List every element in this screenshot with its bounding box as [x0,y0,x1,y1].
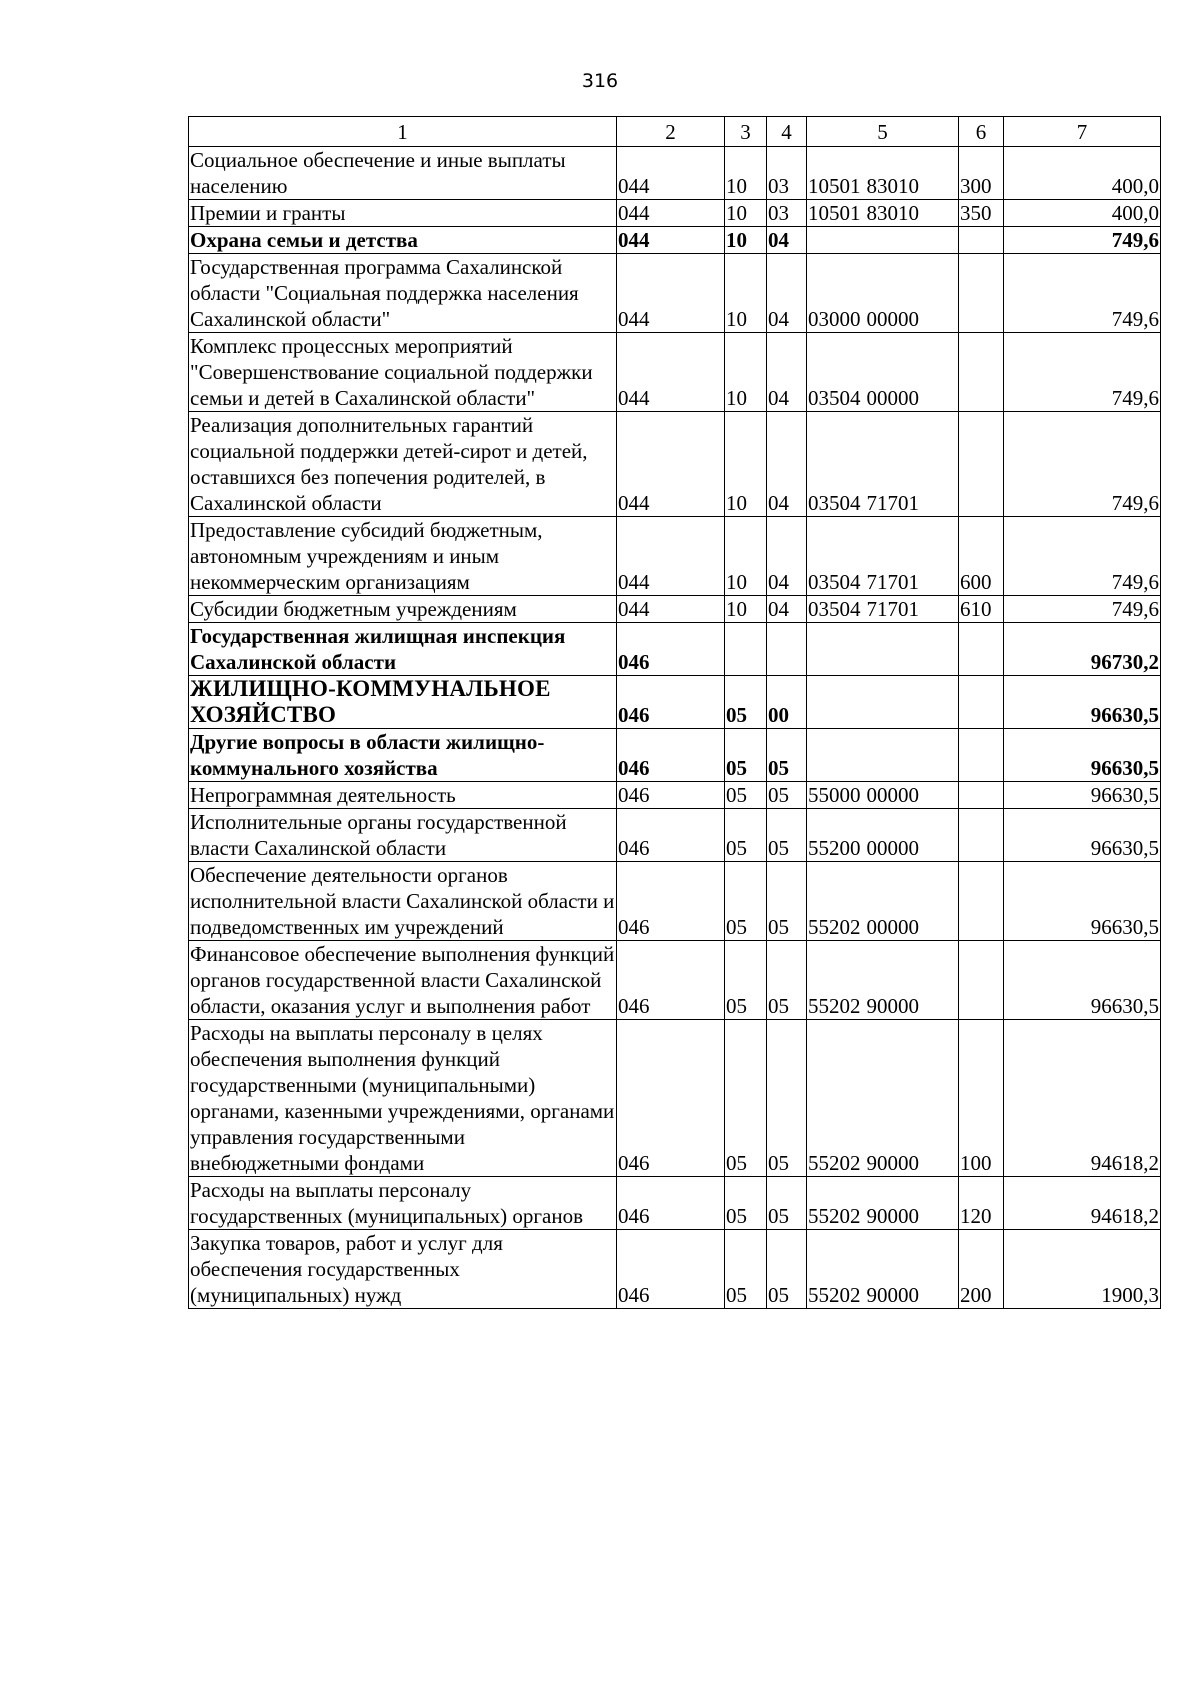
row-subsection-code [767,623,807,676]
target-code-part-2: 90000 [866,1151,919,1175]
target-code-part-2: 90000 [866,994,919,1018]
row-subsection-code: 03 [767,200,807,227]
budget-table [188,116,1161,1309]
row-amount: 749,6 [1004,254,1161,333]
row-expense-type [959,254,1004,333]
table-row [189,1020,1161,1177]
row-target-code [807,1020,959,1177]
row-name: Обеспечение деятельности органов исполнительной власти Сахалинской области и подведомственных им учреждений [189,862,617,941]
row-section-code: 05 [725,1177,767,1230]
row-ministry-code: 046 [617,676,725,729]
row-target-code [807,227,959,254]
col-header-4: 4 [767,117,807,147]
row-subsection-code: 04 [767,333,807,412]
row-amount: 749,6 [1004,333,1161,412]
page-number: 316 [581,70,619,92]
row-amount: 749,6 [1004,412,1161,517]
row-ministry-code: 046 [617,623,725,676]
row-section-code: 10 [725,147,767,200]
target-code-part-1: 55202 [808,994,861,1018]
row-name: Расходы на выплаты персоналу государственных (муниципальных) органов [189,1177,617,1230]
target-code-part-2: 71701 [866,491,919,515]
row-target-code [807,333,959,412]
row-name: Премии и гранты [189,200,617,227]
col-header-7: 7 [1004,117,1161,147]
row-section-code: 05 [725,941,767,1020]
row-target-code [807,517,959,596]
table-row [189,1177,1161,1230]
target-code-part-1: 55202 [808,1151,861,1175]
row-section-code: 10 [725,227,767,254]
row-ministry-code: 046 [617,941,725,1020]
row-subsection-code: 05 [767,1177,807,1230]
row-subsection-code: 04 [767,227,807,254]
row-subsection-code: 04 [767,517,807,596]
row-ministry-code: 044 [617,517,725,596]
row-ministry-code: 044 [617,147,725,200]
target-code-part-1: 10501 [808,174,861,198]
row-target-code [807,623,959,676]
row-amount: 96630,5 [1004,782,1161,809]
row-section-code: 05 [725,1230,767,1309]
target-code-part-2: 90000 [866,1283,919,1307]
row-amount: 96630,5 [1004,729,1161,782]
row-target-code [807,412,959,517]
row-subsection-code: 05 [767,729,807,782]
row-expense-type: 610 [959,596,1004,623]
target-code-part-1: 03504 [808,491,861,515]
row-name: Финансовое обеспечение выполнения функций органов государственной власти Сахалинской области, оказания услуг и выполнения работ [189,941,617,1020]
row-ministry-code: 046 [617,1230,725,1309]
row-name: Закупка товаров, работ и услуг для обеспечения государственных (муниципальных) нужд [189,1230,617,1309]
table-row [189,676,1161,729]
row-subsection-code: 04 [767,596,807,623]
row-subsection-code: 00 [767,676,807,729]
target-code-part-1: 55202 [808,1204,861,1228]
row-expense-type: 200 [959,1230,1004,1309]
target-code-part-1: 55000 [808,783,861,807]
row-name: ЖИЛИЩНО-КОММУНАЛЬНОЕ ХОЗЯЙСТВО [189,676,617,729]
row-target-code [807,1177,959,1230]
row-target-code [807,729,959,782]
row-ministry-code: 046 [617,1177,725,1230]
row-subsection-code: 05 [767,1020,807,1177]
table-row [189,809,1161,862]
row-section-code: 05 [725,729,767,782]
target-code-part-2: 00000 [866,783,919,807]
row-amount: 94618,2 [1004,1177,1161,1230]
row-name: Охрана семьи и детства [189,227,617,254]
row-name: Социальное обеспечение и иные выплаты населению [189,147,617,200]
row-expense-type [959,941,1004,1020]
target-code-part-1: 55200 [808,836,861,860]
row-expense-type [959,809,1004,862]
target-code-part-1: 03504 [808,570,861,594]
row-section-code: 10 [725,517,767,596]
row-ministry-code: 044 [617,596,725,623]
row-expense-type: 600 [959,517,1004,596]
row-ministry-code: 044 [617,333,725,412]
target-code-part-2: 00000 [866,386,919,410]
table-row [189,227,1161,254]
row-expense-type [959,333,1004,412]
target-code-part-1: 55202 [808,1283,861,1307]
row-ministry-code: 044 [617,254,725,333]
row-name: Государственная программа Сахалинской области "Социальная поддержка населения Сахалинской области" [189,254,617,333]
row-target-code [807,147,959,200]
row-name: Исполнительные органы государственной власти Сахалинской области [189,809,617,862]
row-subsection-code: 05 [767,862,807,941]
table-row [189,333,1161,412]
row-amount: 1900,3 [1004,1230,1161,1309]
row-name: Расходы на выплаты персоналу в целях обеспечения выполнения функций государственными (муниципальными) органами, казенными учреждениями, органами управления государственными внебюджетными фондами [189,1020,617,1177]
target-code-part-2: 00000 [866,915,919,939]
target-code-part-1: 03000 [808,307,861,331]
row-section-code: 05 [725,809,767,862]
row-section-code: 05 [725,676,767,729]
row-amount: 400,0 [1004,147,1161,200]
row-section-code: 10 [725,254,767,333]
target-code-part-2: 90000 [866,1204,919,1228]
row-target-code [807,1230,959,1309]
col-header-6: 6 [959,117,1004,147]
row-name: Государственная жилищная инспекция Сахалинской области [189,623,617,676]
row-ministry-code: 046 [617,1020,725,1177]
table-row [189,729,1161,782]
row-name: Реализация дополнительных гарантий социальной поддержки детей-сирот и детей, оставшихся без попечения родителей, в Сахалинской области [189,412,617,517]
col-header-1: 1 [189,117,617,147]
row-ministry-code: 046 [617,729,725,782]
row-subsection-code: 05 [767,809,807,862]
header-row [189,117,1161,147]
row-target-code [807,809,959,862]
row-subsection-code: 05 [767,782,807,809]
row-ministry-code: 044 [617,227,725,254]
col-header-2: 2 [617,117,725,147]
row-subsection-code: 04 [767,254,807,333]
row-amount: 96630,5 [1004,809,1161,862]
row-name: Другие вопросы в области жилищно-коммунального хозяйства [189,729,617,782]
row-amount: 96730,2 [1004,623,1161,676]
table-row [189,596,1161,623]
target-code-part-1: 55202 [808,915,861,939]
row-ministry-code: 044 [617,200,725,227]
row-section-code: 10 [725,412,767,517]
row-target-code [807,862,959,941]
row-target-code [807,200,959,227]
target-code-part-2: 83010 [866,174,919,198]
row-expense-type: 120 [959,1177,1004,1230]
row-amount: 96630,5 [1004,941,1161,1020]
row-subsection-code: 03 [767,147,807,200]
table-row [189,412,1161,517]
table-row [189,623,1161,676]
row-name: Комплекс процессных мероприятий "Совершенствование социальной поддержки семьи и детей в Сахалинской области" [189,333,617,412]
row-amount: 96630,5 [1004,862,1161,941]
table-row [189,254,1161,333]
row-name: Субсидии бюджетным учреждениям [189,596,617,623]
row-expense-type: 350 [959,200,1004,227]
row-expense-type [959,782,1004,809]
row-expense-type [959,862,1004,941]
row-ministry-code: 046 [617,809,725,862]
row-amount: 749,6 [1004,517,1161,596]
table-row [189,941,1161,1020]
row-target-code [807,596,959,623]
row-target-code [807,676,959,729]
row-expense-type [959,676,1004,729]
table-row [189,200,1161,227]
target-code-part-2: 71701 [866,570,919,594]
row-expense-type: 100 [959,1020,1004,1177]
row-expense-type [959,623,1004,676]
row-amount: 749,6 [1004,227,1161,254]
row-ministry-code: 046 [617,782,725,809]
row-amount: 400,0 [1004,200,1161,227]
table-row [189,782,1161,809]
row-target-code [807,941,959,1020]
table-row [189,147,1161,200]
row-name: Предоставление субсидий бюджетным, автономным учреждениям и иным некоммерческим организациям [189,517,617,596]
table-row [189,517,1161,596]
row-expense-type: 300 [959,147,1004,200]
col-header-5: 5 [807,117,959,147]
row-section-code: 10 [725,200,767,227]
table-row [189,862,1161,941]
row-target-code [807,782,959,809]
row-amount: 749,6 [1004,596,1161,623]
row-section-code: 05 [725,782,767,809]
row-section-code: 10 [725,596,767,623]
target-code-part-1: 10501 [808,201,861,225]
row-subsection-code: 04 [767,412,807,517]
row-section-code: 05 [725,1020,767,1177]
row-expense-type [959,227,1004,254]
row-target-code [807,254,959,333]
row-section-code [725,623,767,676]
target-code-part-2: 71701 [866,597,919,621]
row-ministry-code: 046 [617,862,725,941]
row-name: Непрограммная деятельность [189,782,617,809]
table-row [189,1230,1161,1309]
target-code-part-2: 00000 [866,836,919,860]
row-section-code: 10 [725,333,767,412]
row-subsection-code: 05 [767,941,807,1020]
row-ministry-code: 044 [617,412,725,517]
target-code-part-1: 03504 [808,386,861,410]
row-subsection-code: 05 [767,1230,807,1309]
row-section-code: 05 [725,862,767,941]
row-amount: 96630,5 [1004,676,1161,729]
col-header-3: 3 [725,117,767,147]
row-expense-type [959,412,1004,517]
row-expense-type [959,729,1004,782]
row-amount: 94618,2 [1004,1020,1161,1177]
target-code-part-2: 00000 [866,307,919,331]
target-code-part-2: 83010 [866,201,919,225]
target-code-part-1: 03504 [808,597,861,621]
